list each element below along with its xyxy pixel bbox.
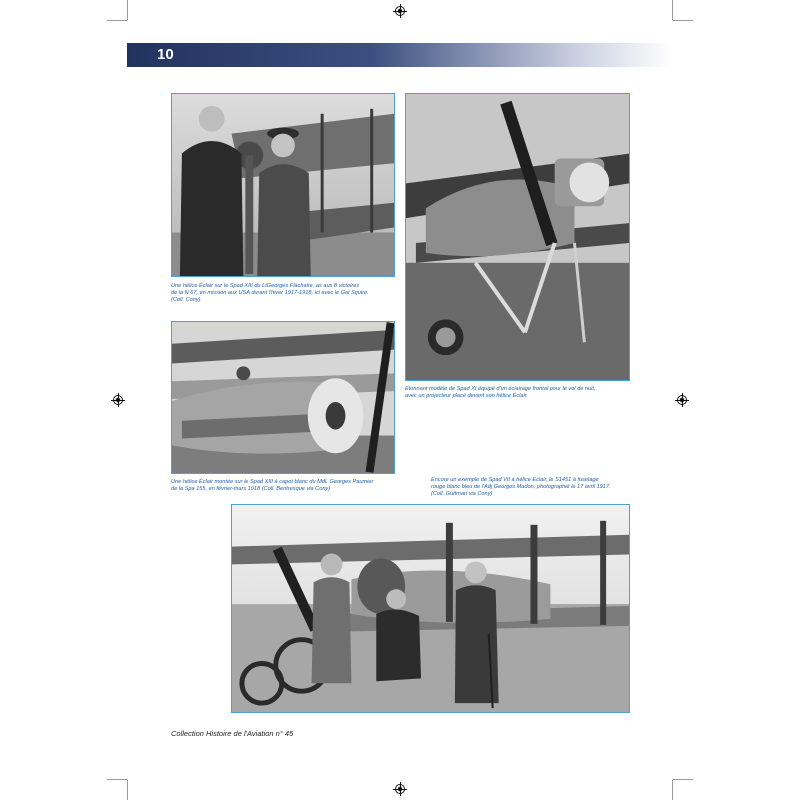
photo-flachaire-squire [171, 93, 395, 277]
caption-line: avec un projecteur placé devant son hélice Éclair. [405, 393, 528, 400]
registration-mark-icon [395, 6, 405, 16]
caption-line: Une hélice Éclair sur le Spad XIII du LtGeorges Flachaire, as aux 8 victoires [171, 283, 360, 289]
crop-mark [672, 0, 673, 20]
page-number: 10 [157, 46, 174, 63]
caption-flachaire-squire [171, 283, 395, 305]
photo-spad-vii-madon [231, 504, 630, 713]
crop-mark [107, 779, 127, 780]
crop-mark [107, 20, 127, 21]
photo-spad-xiii-paumier [171, 321, 395, 474]
crop-mark [673, 779, 693, 780]
crop-mark [127, 780, 128, 800]
caption-line: Encore un exemple de Spad VII à hélice Éclair, le S1451 à fuselage [431, 477, 599, 483]
caption-line: Etonnant modèle de Spad XI équipé d'un éclairage frontal pour le vol de nuit, [405, 386, 596, 392]
caption-spad-vii-madon [431, 477, 631, 499]
registration-mark-icon [395, 784, 405, 794]
caption-line: Une hélice Éclair montée sur le Spad XIII à capot blanc du MdL Georges Paumier [171, 479, 374, 485]
caption-line: de la Spa 155, en février-mars 1918 (Coll. Bentresque via Cony) [171, 486, 331, 493]
caption-line: de la N 67, en mission aux USA durant l'hiver 1917-1918, ici avec le Gal Squire. [171, 290, 369, 297]
photo-spad-xi-searchlight [405, 93, 630, 381]
caption-spad-xi-searchlight [405, 386, 630, 400]
photo-image [232, 505, 629, 712]
caption-line: (Coll. Guttman via Cony) [431, 491, 493, 498]
footer-collection: Collection Histoire de l'Aviation n° 45 [171, 729, 294, 738]
crop-mark [127, 0, 128, 20]
caption-spad-xiii-paumier [171, 479, 395, 493]
registration-mark-icon [677, 395, 687, 405]
caption-line: (Coll. Cony) [171, 297, 201, 304]
crop-mark [672, 780, 673, 800]
caption-line: rouge blanc bleu de l'Adj Georges Madon, photographié le 17 avril 1917. [431, 484, 611, 491]
photo-image [172, 322, 394, 473]
photo-image [406, 94, 629, 380]
photo-image [172, 94, 394, 276]
registration-mark-icon [113, 395, 123, 405]
crop-mark [673, 20, 693, 21]
header-band [127, 43, 672, 67]
